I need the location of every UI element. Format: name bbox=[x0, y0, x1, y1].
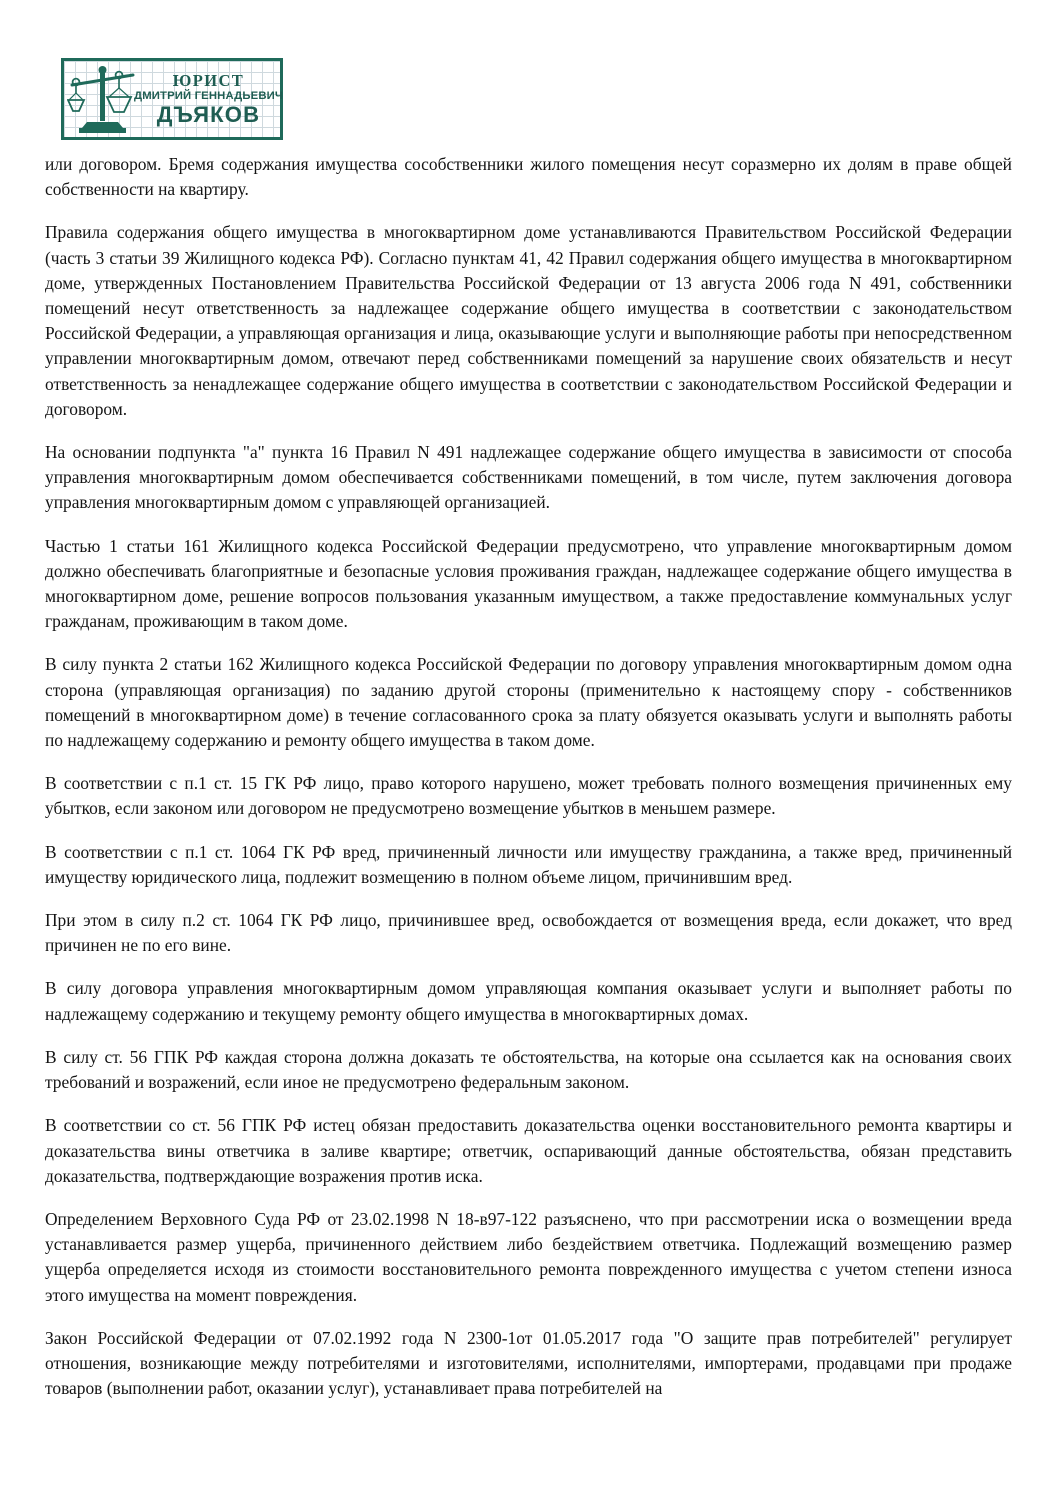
paragraph: Частью 1 статьи 161 Жилищного кодекса Российской Федерации предусмотрено, что управление многоквартирным домом должно обеспечивать благоприятные и безопасные условия проживания граждан, надлежащее содержание общего имущества в многоквартирном доме, решение вопросов пользования указанным имуществом, а также предоставление коммунальных услуг гражданам, проживающим в таком доме. bbox=[45, 535, 1012, 632]
logo-title: ЮРИСТ bbox=[172, 70, 245, 90]
paragraph: В соответствии с п.1 ст. 15 ГК РФ лицо, право которого нарушено, может требовать полного возмещения причиненных ему убытков, если законом или договором не предусмотрено возмещение убытков в меньшем размере. bbox=[45, 773, 1012, 819]
paragraph: В соответствии со ст. 56 ГПК РФ истец обязан предоставить доказательства оценки восстановительного ремонта квартиры и доказательства вины ответчика в заливе квартире; ответчик, оспаривающий данные обстоятельства, обязан представить доказательства, подтверждающие возражения против иска. bbox=[45, 1115, 1012, 1186]
paragraph: В силу договора управления многоквартирным домом управляющая компания оказывает услуги и выполняет работы по надлежащему содержанию и текущему ремонту общего имущества в многоквартирных домах. bbox=[45, 978, 1012, 1024]
logo-text-block bbox=[134, 61, 283, 137]
paragraph: На основании подпункта "а" пункта 16 Правил N 491 надлежащее содержание общего имущества в зависимости от способа управления многоквартирным домом обеспечивается собственниками помещений, в том числе, путем заключения договора управления многоквартирным домом с управляющей организацией. bbox=[45, 442, 1012, 513]
logo-first-patronymic: ДМИТРИЙ ГЕННАДЬЕВИЧ bbox=[134, 90, 283, 103]
paragraph: Закон Российской Федерации от 07.02.1992 года N 2300-1от 01.05.2017 года "О защите прав потребителей" регулирует отношения, возникающие между потребителями и изготовителями, исполнителями, импортерами, продавцами при продаже товаров (выполнении работ, оказании услуг), устанавливает права потребителей на bbox=[45, 1327, 1012, 1399]
paragraph: Определением Верховного Суда РФ от 23.02.1998 N 18-в97-122 разъяснено, что при рассмотрении иска о возмещении вреда устанавливается размер ущерба, причиненного действием либо бездействием ответчика. Подлежащий возмещению размер ущерба определяется исходя из стоимости восстановительного ремонта поврежденного имущества с учетом степени износа этого имущества на момент повреждения. bbox=[45, 1208, 1012, 1305]
paragraph: При этом в силу п.2 ст. 1064 ГК РФ лицо, причинившее вред, освобождается от возмещения вреда, если докажет, что вред причинен не по его вине. bbox=[45, 910, 1012, 956]
paragraph: Правила содержания общего имущества в многоквартирном доме устанавливаются Правительством Российской Федерации (часть 3 статьи 39 Жилищного кодекса РФ). Согласно пунктам 41, 42 Правил содержания общего имущества в многоквартирном доме, утвержденных Постановлением Правительства Российской Федерации от 13 августа 2006 года N 491, собственники помещений несут ответственность за надлежащее содержание общего имущества в соответствии с законодательством Российской Федерации, а управляющая организация и лица, оказывающие услуги и выполняющие работы при непосредственном управлении многоквартирным домом, отвечают перед собственниками помещений за нарушение своих обязательств и несут ответственность за ненадлежащее содержание общего имущества в соответствии с законодательством Российской Федерации и договором. bbox=[45, 222, 1012, 419]
paragraph: В соответствии с п.1 ст. 1064 ГК РФ вред, причиненный личности или имуществу гражданина, а также вред, причиненный имуществу юридического лица, подлежит возмещению в полном объеме лицом, причинившим вред. bbox=[45, 841, 1012, 887]
paragraph: или договором. Бремя содержания имущества сособственники жилого помещения несут соразмерно их долям в праве общей собственности на квартиру. bbox=[45, 154, 1012, 200]
paragraph: В силу ст. 56 ГПК РФ каждая сторона должна доказать те обстоятельства, на которые она ссылается как на основания своих требований и возражений, если иное не предусмотрено федеральным законом. bbox=[45, 1046, 1012, 1093]
scales-of-justice-icon bbox=[67, 62, 139, 136]
logo-surname: ДЪЯКОВ bbox=[156, 102, 261, 128]
firm-logo bbox=[61, 58, 283, 140]
paragraph: В силу пункта 2 статьи 162 Жилищного кодекса Российской Федерации по договору управления многоквартирным домом одна сторона (управляющая организация) по заданию другой стороны (применительно к настоящему спору - собственников помещений в многоквартирном доме) в течение согласованного срока за плату обязуется оказывать услуги и выполнять работы по надлежащему содержанию и ремонту общего имущества в таком доме. bbox=[45, 654, 1012, 751]
document-text-body bbox=[45, 152, 1012, 1401]
